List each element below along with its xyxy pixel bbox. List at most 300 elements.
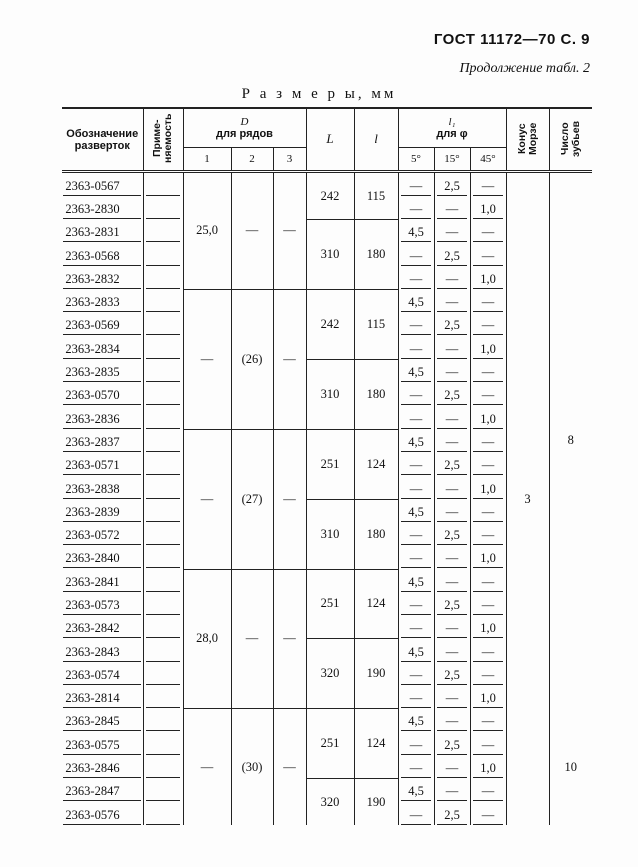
l1-cell — [434, 802, 470, 825]
l1-cell — [398, 709, 434, 732]
designation-text: 2363-2842 — [63, 620, 141, 638]
applicability-cell — [143, 755, 183, 778]
l1-cell — [398, 336, 434, 359]
l1-value: — — [437, 574, 467, 592]
d-d1-cell: 25,0 — [183, 172, 231, 290]
l1-cell — [434, 639, 470, 662]
col-morse: Конус Морзе — [506, 108, 549, 172]
d-d1-cell: — — [183, 289, 231, 429]
l1-value: 2,5 — [437, 317, 467, 335]
designation-cell — [62, 196, 143, 219]
designation-text: 2363-2834 — [63, 341, 141, 359]
l1-value: 1,0 — [473, 760, 503, 778]
l1-cell — [398, 243, 434, 266]
l1-value: — — [473, 574, 503, 592]
l1-value: — — [437, 713, 467, 731]
teeth-count-cell: 10 — [549, 709, 592, 825]
l1-cell — [470, 546, 506, 569]
designation-cell — [62, 616, 143, 639]
designation-text: 2363-0574 — [63, 667, 141, 685]
designation-cell — [62, 755, 143, 778]
l1-cell — [470, 779, 506, 802]
l1-value: 4,5 — [401, 434, 431, 452]
l1-value: — — [437, 783, 467, 801]
d-d1-cell: — — [183, 429, 231, 569]
applicability-blank — [146, 620, 180, 638]
applicability-blank — [146, 527, 180, 545]
l1-value: — — [401, 411, 431, 429]
l1-cell — [434, 499, 470, 522]
applicability-blank — [146, 317, 180, 335]
l1-cell — [398, 639, 434, 662]
length-L-cell: 310 — [306, 499, 354, 569]
d-d3-cell: — — [273, 429, 306, 569]
designation-text: 2363-2835 — [63, 364, 141, 382]
designation-text: 2363-0568 — [63, 248, 141, 266]
d-d3-cell: — — [273, 569, 306, 709]
l1-cell — [470, 686, 506, 709]
l1-cell — [398, 266, 434, 289]
l1-value: — — [401, 178, 431, 196]
applicability-cell — [143, 616, 183, 639]
l1-value: 2,5 — [437, 457, 467, 475]
l1-value: 2,5 — [437, 737, 467, 755]
l1-value: — — [437, 434, 467, 452]
designation-cell — [62, 383, 143, 406]
l1-value: 4,5 — [401, 713, 431, 731]
applicability-blank — [146, 667, 180, 685]
l1-cell — [434, 429, 470, 452]
length-L-cell: 320 — [306, 639, 354, 709]
l1-value: — — [401, 341, 431, 359]
l1-value: 1,0 — [473, 341, 503, 359]
designation-cell — [62, 453, 143, 476]
l1-cell — [434, 220, 470, 243]
designation-text: 2363-2847 — [63, 783, 141, 801]
l1-value: — — [473, 434, 503, 452]
applicability-blank — [146, 341, 180, 359]
length-L-cell: 251 — [306, 569, 354, 639]
applicability-blank — [146, 504, 180, 522]
l1-cell — [470, 802, 506, 825]
l1-cell — [398, 662, 434, 685]
designation-text: 2363-2839 — [63, 504, 141, 522]
length-l-cell: 124 — [354, 429, 398, 499]
designation-text: 2363-2832 — [63, 271, 141, 289]
l1-value: — — [473, 737, 503, 755]
col-l: l — [354, 108, 398, 172]
l1-cell — [398, 499, 434, 522]
designation-text: 2363-0571 — [63, 457, 141, 475]
l1-cell — [434, 406, 470, 429]
applicability-cell — [143, 196, 183, 219]
l1-cell — [434, 313, 470, 336]
l1-value: 4,5 — [401, 504, 431, 522]
length-L-cell: 251 — [306, 429, 354, 499]
designation-cell — [62, 243, 143, 266]
applicability-cell — [143, 662, 183, 685]
l1-cell — [398, 196, 434, 219]
applicability-blank — [146, 597, 180, 615]
applicability-blank — [146, 248, 180, 266]
l1-value: — — [401, 597, 431, 615]
l1-cell — [434, 569, 470, 592]
l1-value: — — [437, 550, 467, 568]
designation-cell — [62, 592, 143, 615]
applicability-blank — [146, 178, 180, 196]
l1-cell — [398, 592, 434, 615]
applicability-blank — [146, 294, 180, 312]
l1-cell — [398, 686, 434, 709]
l1-value: 1,0 — [473, 690, 503, 708]
l1-value: — — [401, 481, 431, 499]
applicability-cell — [143, 220, 183, 243]
l1-cell — [470, 383, 506, 406]
l1-cell — [434, 289, 470, 312]
designation-cell — [62, 476, 143, 499]
l1-value: 1,0 — [473, 411, 503, 429]
l1-cell — [398, 616, 434, 639]
applicability-cell — [143, 429, 183, 452]
l1-value: — — [437, 271, 467, 289]
l1-cell — [434, 172, 470, 197]
col-l1: l₁ для φ — [398, 108, 506, 148]
designation-cell — [62, 732, 143, 755]
designation-cell — [62, 522, 143, 545]
d-d2-cell: (26) — [231, 289, 273, 429]
l1-value: — — [437, 644, 467, 662]
designation-text: 2363-0576 — [63, 807, 141, 825]
applicability-cell — [143, 592, 183, 615]
applicability-cell — [143, 172, 183, 197]
l1-value: 4,5 — [401, 294, 431, 312]
l1-value: — — [437, 690, 467, 708]
applicability-cell — [143, 499, 183, 522]
col-d-row-1: 1 — [183, 148, 231, 172]
designation-text: 2363-2843 — [63, 644, 141, 662]
l1-cell — [470, 499, 506, 522]
l1-cell — [434, 359, 470, 382]
l1-value: 1,0 — [473, 620, 503, 638]
l1-cell — [434, 616, 470, 639]
applicability-blank — [146, 737, 180, 755]
applicability-cell — [143, 639, 183, 662]
l1-value: 1,0 — [473, 201, 503, 219]
l1-value: — — [473, 527, 503, 545]
l1-value: — — [401, 457, 431, 475]
length-l-cell: 190 — [354, 639, 398, 709]
applicability-cell — [143, 313, 183, 336]
d-d3-cell: — — [273, 709, 306, 825]
designation-cell — [62, 429, 143, 452]
applicability-blank — [146, 574, 180, 592]
designation-text: 2363-0567 — [63, 178, 141, 196]
morse-cone-cell: 3 — [506, 172, 549, 826]
length-L-cell: 320 — [306, 779, 354, 826]
l1-cell — [434, 453, 470, 476]
l1-cell — [470, 476, 506, 499]
l1-value: 2,5 — [437, 807, 467, 825]
l1-value: — — [473, 597, 503, 615]
applicability-cell — [143, 336, 183, 359]
designation-cell — [62, 709, 143, 732]
col-d-row-2: 2 — [231, 148, 273, 172]
applicability-cell — [143, 359, 183, 382]
applicability-blank — [146, 644, 180, 662]
l1-value: 4,5 — [401, 644, 431, 662]
designation-cell — [62, 569, 143, 592]
length-l-cell: 180 — [354, 499, 398, 569]
l1-cell — [398, 732, 434, 755]
l1-value: — — [473, 294, 503, 312]
reamer-dimensions-table — [62, 107, 592, 825]
l1-cell — [398, 220, 434, 243]
l1-cell — [470, 709, 506, 732]
l1-value: — — [401, 317, 431, 335]
l1-value: — — [401, 201, 431, 219]
l1-value: — — [401, 527, 431, 545]
col-d: D для рядов — [183, 108, 306, 148]
applicability-cell — [143, 546, 183, 569]
d-d3-cell: — — [273, 172, 306, 290]
applicability-blank — [146, 760, 180, 778]
applicability-blank — [146, 224, 180, 242]
l1-value: — — [437, 481, 467, 499]
l1-value: 2,5 — [437, 178, 467, 196]
length-l-cell: 115 — [354, 289, 398, 359]
applicability-blank — [146, 457, 180, 475]
designation-cell — [62, 639, 143, 662]
applicability-blank — [146, 201, 180, 219]
l1-cell — [434, 243, 470, 266]
designation-text: 2363-2845 — [63, 713, 141, 731]
l1-cell — [434, 732, 470, 755]
designation-text: 2363-2846 — [63, 760, 141, 778]
l1-cell — [434, 779, 470, 802]
l1-value: — — [473, 224, 503, 242]
applicability-blank — [146, 481, 180, 499]
l1-cell — [434, 686, 470, 709]
l1-value: — — [473, 667, 503, 685]
l1-value: — — [401, 248, 431, 266]
l1-value: — — [437, 504, 467, 522]
l1-cell — [470, 616, 506, 639]
l1-value: — — [437, 201, 467, 219]
l1-value: 1,0 — [473, 271, 503, 289]
l1-cell — [398, 802, 434, 825]
designation-text: 2363-0569 — [63, 317, 141, 335]
length-l-cell: 190 — [354, 779, 398, 826]
designation-text: 2363-2831 — [63, 224, 141, 242]
l1-cell — [434, 755, 470, 778]
designation-text: 2363-2833 — [63, 294, 141, 312]
applicability-cell — [143, 453, 183, 476]
l1-value: — — [437, 760, 467, 778]
l1-value: — — [473, 713, 503, 731]
designation-text: 2363-2837 — [63, 434, 141, 452]
l1-value: — — [473, 807, 503, 825]
designation-cell — [62, 499, 143, 522]
length-l-cell: 124 — [354, 709, 398, 779]
applicability-cell — [143, 383, 183, 406]
applicability-cell — [143, 686, 183, 709]
l1-cell — [434, 476, 470, 499]
length-L-cell: 310 — [306, 220, 354, 290]
sizes-caption: Р а з м е р ы, мм — [241, 86, 397, 102]
applicability-cell — [143, 779, 183, 802]
applicability-blank — [146, 434, 180, 452]
designation-text: 2363-0570 — [63, 387, 141, 405]
col-angle-5: 5° — [398, 148, 434, 172]
l1-cell — [470, 755, 506, 778]
l1-cell — [434, 196, 470, 219]
l1-cell — [398, 522, 434, 545]
designation-cell — [62, 662, 143, 685]
l1-cell — [398, 289, 434, 312]
col-designation: Обозначение разверток — [66, 127, 139, 152]
l1-value: — — [473, 248, 503, 266]
l1-value: 2,5 — [437, 597, 467, 615]
applicability-blank — [146, 713, 180, 731]
l1-value: — — [473, 457, 503, 475]
l1-value: — — [473, 504, 503, 522]
applicability-cell — [143, 243, 183, 266]
designation-cell — [62, 802, 143, 825]
l1-cell — [398, 359, 434, 382]
designation-cell — [62, 359, 143, 382]
applicability-cell — [143, 406, 183, 429]
col-applicability: Приме-няемость — [143, 108, 183, 172]
teeth-count-cell: 8 — [549, 172, 592, 709]
l1-cell — [434, 662, 470, 685]
l1-value: — — [401, 620, 431, 638]
l1-value: 4,5 — [401, 224, 431, 242]
applicability-cell — [143, 476, 183, 499]
col-angle-45: 45° — [470, 148, 506, 172]
l1-cell — [398, 569, 434, 592]
l1-value: 2,5 — [437, 527, 467, 545]
l1-value: — — [401, 807, 431, 825]
l1-cell — [434, 336, 470, 359]
col-d-row-3: 3 — [273, 148, 306, 172]
designation-cell — [62, 686, 143, 709]
applicability-blank — [146, 550, 180, 568]
applicability-blank — [146, 411, 180, 429]
l1-cell — [470, 639, 506, 662]
l1-cell — [434, 383, 470, 406]
l1-value: — — [401, 690, 431, 708]
designation-text: 2363-0573 — [63, 597, 141, 615]
l1-cell — [470, 662, 506, 685]
l1-cell — [434, 592, 470, 615]
l1-cell — [398, 313, 434, 336]
l1-value: — — [473, 364, 503, 382]
length-l-cell: 124 — [354, 569, 398, 639]
l1-value: — — [401, 271, 431, 289]
applicability-blank — [146, 364, 180, 382]
l1-cell — [470, 196, 506, 219]
l1-value: 1,0 — [473, 550, 503, 568]
l1-cell — [398, 779, 434, 802]
designation-cell — [62, 779, 143, 802]
designation-cell — [62, 406, 143, 429]
l1-value: 2,5 — [437, 387, 467, 405]
d-d3-cell: — — [273, 289, 306, 429]
table-row — [62, 172, 592, 197]
l1-value: — — [473, 387, 503, 405]
l1-cell — [470, 220, 506, 243]
l1-value: — — [437, 341, 467, 359]
l1-value: — — [401, 667, 431, 685]
designation-text: 2363-2841 — [63, 574, 141, 592]
l1-value: — — [401, 550, 431, 568]
l1-cell — [470, 592, 506, 615]
applicability-blank — [146, 783, 180, 801]
l1-cell — [470, 453, 506, 476]
designation-text: 2363-2840 — [63, 550, 141, 568]
d-d1-cell: 28,0 — [183, 569, 231, 709]
l1-cell — [470, 429, 506, 452]
l1-cell — [470, 569, 506, 592]
applicability-blank — [146, 807, 180, 825]
length-l-cell: 180 — [354, 220, 398, 290]
applicability-cell — [143, 732, 183, 755]
length-L-cell: 242 — [306, 172, 354, 220]
l1-cell — [470, 266, 506, 289]
length-L-cell: 310 — [306, 359, 354, 429]
designation-text: 2363-2830 — [63, 201, 141, 219]
l1-value: — — [473, 178, 503, 196]
standard-header: ГОСТ 11172—70 С. 9 — [433, 31, 590, 48]
applicability-cell — [143, 522, 183, 545]
l1-value: — — [437, 294, 467, 312]
l1-cell — [470, 359, 506, 382]
l1-value: — — [437, 364, 467, 382]
d-d1-cell: — — [183, 709, 231, 825]
designation-cell — [62, 336, 143, 359]
l1-cell — [398, 546, 434, 569]
applicability-blank — [146, 690, 180, 708]
d-d2-cell: (30) — [231, 709, 273, 825]
l1-value: — — [401, 760, 431, 778]
l1-value: 4,5 — [401, 364, 431, 382]
designation-cell — [62, 313, 143, 336]
l1-value: — — [401, 737, 431, 755]
l1-cell — [398, 453, 434, 476]
l1-value: 2,5 — [437, 667, 467, 685]
designation-text: 2363-2836 — [63, 411, 141, 429]
l1-cell — [398, 172, 434, 197]
col-L: L — [306, 108, 354, 172]
l1-cell — [470, 313, 506, 336]
designation-cell — [62, 172, 143, 197]
length-L-cell: 242 — [306, 289, 354, 359]
l1-cell — [398, 429, 434, 452]
length-L-cell: 251 — [306, 709, 354, 779]
l1-cell — [470, 336, 506, 359]
d-d2-cell: — — [231, 172, 273, 290]
length-l-cell: 115 — [354, 172, 398, 220]
col-angle-15: 15° — [434, 148, 470, 172]
designation-text: 2363-2814 — [63, 690, 141, 708]
table-continuation-label: Продолжение табл. 2 — [459, 61, 590, 76]
l1-value: 4,5 — [401, 574, 431, 592]
l1-cell — [470, 406, 506, 429]
l1-cell — [398, 383, 434, 406]
applicability-cell — [143, 289, 183, 312]
l1-cell — [434, 266, 470, 289]
length-l-cell: 180 — [354, 359, 398, 429]
